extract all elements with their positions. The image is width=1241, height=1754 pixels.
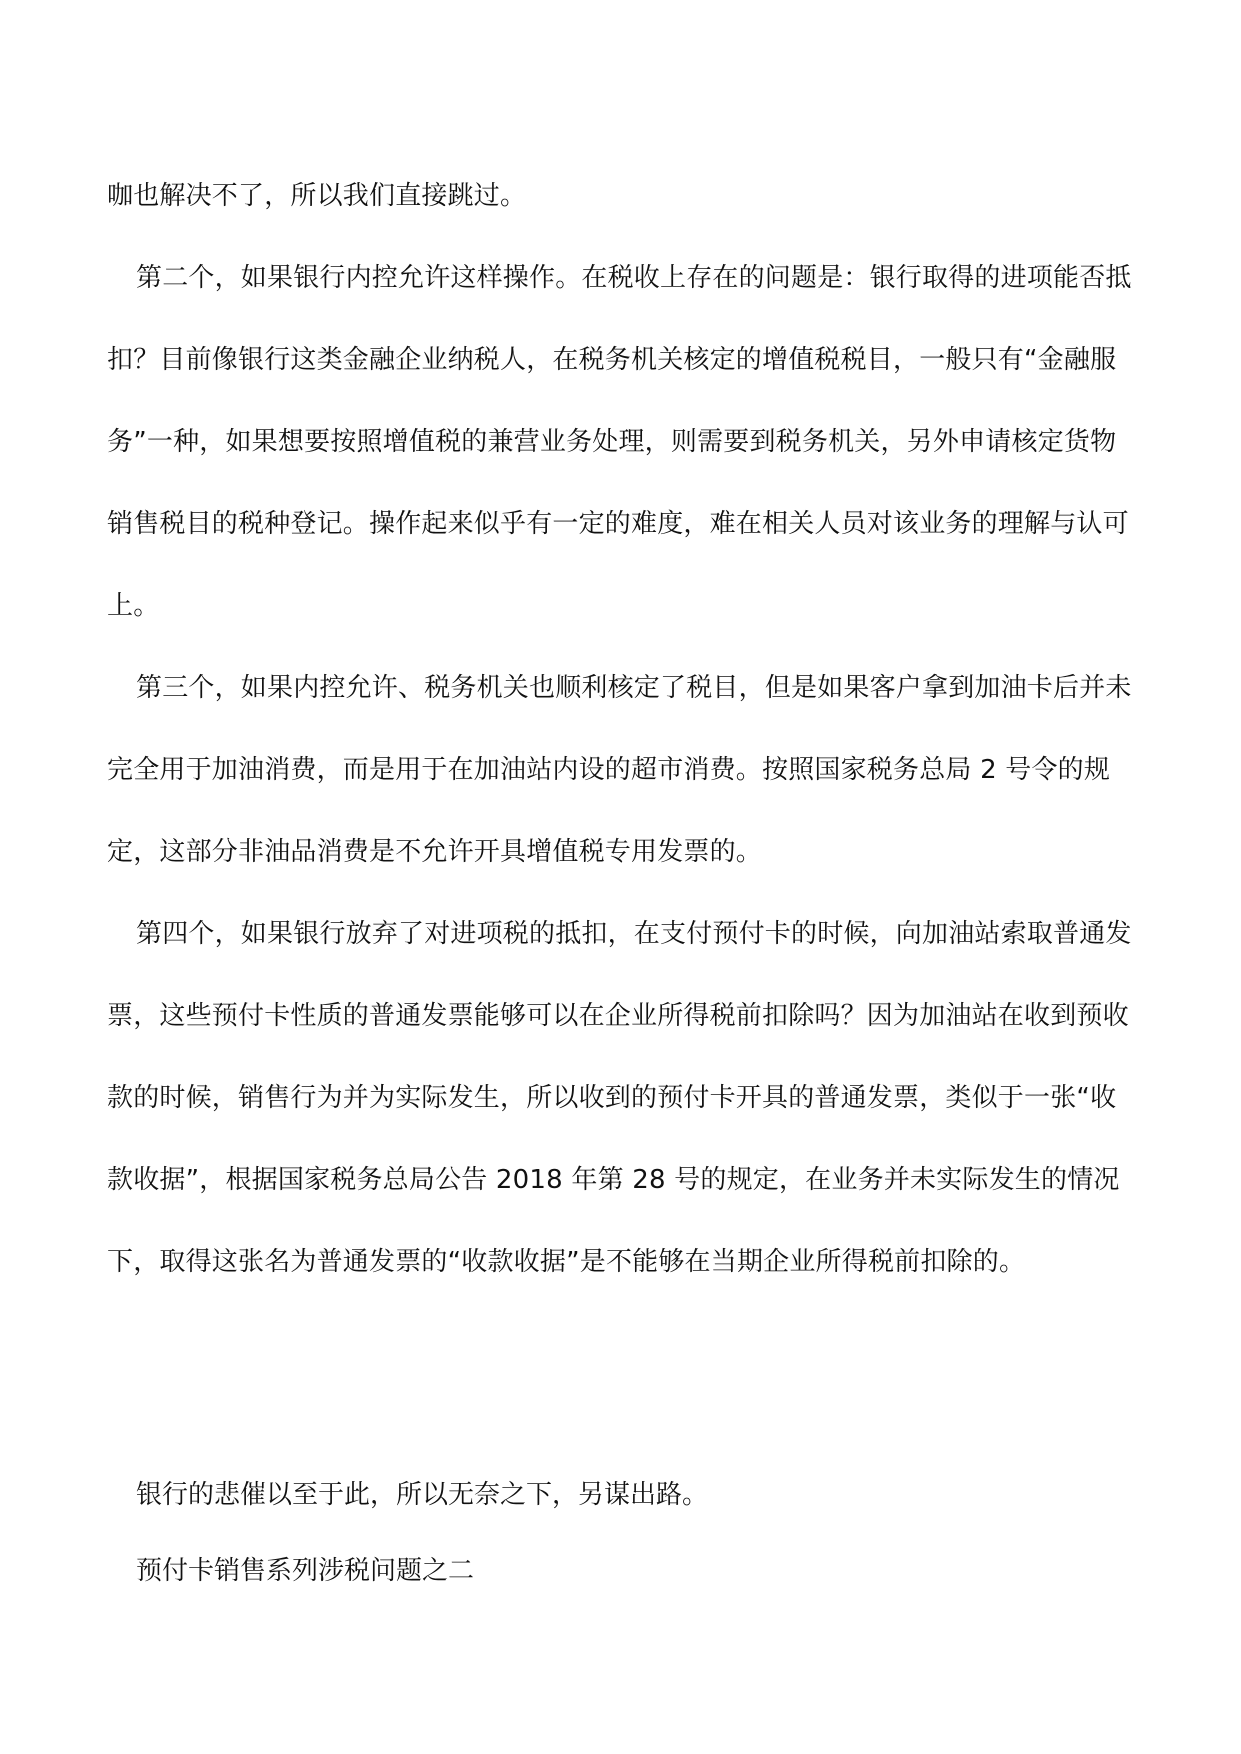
closing-line: 银行的悲催以至于此，所以无奈之下，另谋出路。 xyxy=(136,1480,709,1510)
document-body xyxy=(107,155,1135,1303)
paragraph-continuation: 咖也解决不了，所以我们直接跳过。 xyxy=(107,181,527,211)
paragraph-third-issue: 第三个，如果内控允许、税务机关也顺利核定了税目，但是如果客户拿到加油卡后并未完全用于加油消费，而是用于在加油站内设的超市消费。按照国家税务总局 2 号令的规定，这部分非油品消费是不允许开具增值税专用发票的。 xyxy=(107,673,1132,867)
paragraph-fourth-issue: 第四个，如果银行放弃了对进项税的抵扣，在支付预付卡的时候，向加油站索取普通发票，这些预付卡性质的普通发票能够可以在企业所得税前扣除吗？因为加油站在收到预收款的时候，销售行为并为实际发生，所以收到的预付卡开具的普通发票，类似于一张“收款收据”，根据国家税务总局公告 2018 年第 28 号的规定，在业务并未实际发生的情况下，取得这张名为普通发票的“收款收据”是不能够在当期企业所得税前扣除的。 xyxy=(107,919,1132,1277)
paragraph-second-issue: 第二个，如果银行内控允许这样操作。在税收上存在的问题是：银行取得的进项能否抵扣？目前像银行这类金融企业纳税人，在税务机关核定的增值税税目，一般只有“金融服务”一种，如果想要按照增值税的兼营业务处理，则需要到税务机关，另外申请核定货物销售税目的税种登记。操作起来似乎有一定的难度，难在相关人员对该业务的理解与认可上。 xyxy=(107,263,1132,621)
series-title: 预付卡销售系列涉税问题之二 xyxy=(136,1556,475,1586)
